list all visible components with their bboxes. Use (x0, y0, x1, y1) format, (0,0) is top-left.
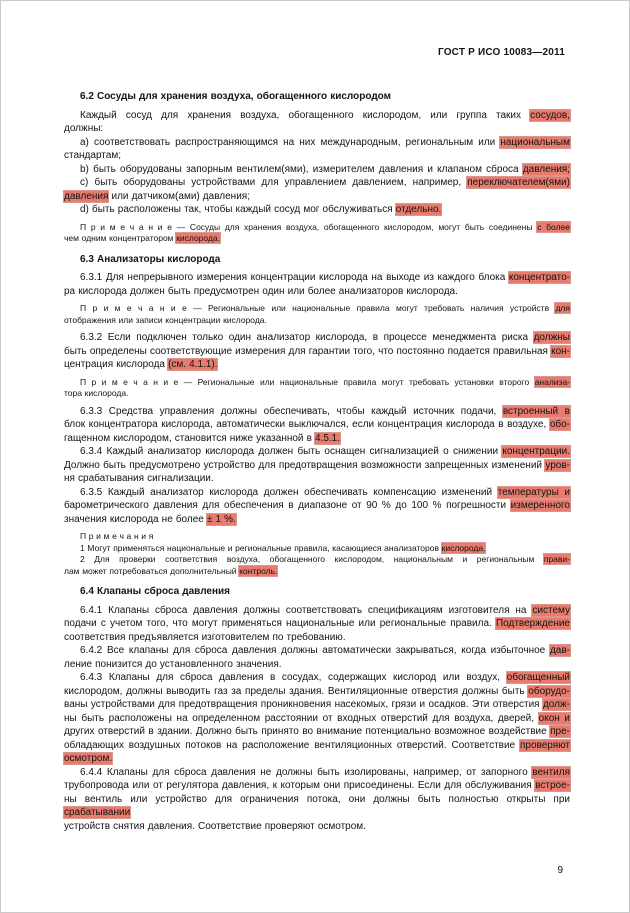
document-code: ГОСТ Р ИСО 10083—2011 (437, 47, 565, 58)
text-line (64, 752, 570, 766)
highlighted-text: срабатывании (64, 807, 131, 818)
text-line (64, 405, 570, 419)
text-segment: 6.4.1 Клапаны сброса давления должны соответствовать спецификациям изготовителя на (80, 604, 533, 616)
text-line (64, 617, 570, 631)
text-line (64, 418, 570, 432)
text-segment: 6.4.2 Все клапаны для сброса давления должны автоматически закрываться, когда избыточное (80, 645, 550, 656)
text-line (64, 432, 570, 446)
highlighted-text: обогащенный (506, 672, 570, 683)
text-line (64, 358, 570, 372)
text-segment: с) быть оборудованы устройствами для управлением давлением, например, (80, 177, 468, 188)
page-number: 9 (557, 865, 563, 876)
text-line (64, 766, 570, 780)
text-segment: 6.3.3 Средства управления должны обеспечивать, чтобы каждый источник подачи, (80, 405, 503, 417)
text-line (64, 543, 570, 555)
text-segment: а) соответствовать распространяющимся на них международным, региональным или (80, 136, 501, 148)
paragraph (64, 331, 570, 372)
text-line (64, 566, 570, 578)
highlighted-text: (см. 4.1.1). (168, 359, 218, 370)
text-segment: ра кислорода должен быть предусмотрен один или более анализаторов кислорода. (64, 285, 458, 297)
text-segment: ны быть расположены на определенном расстоянии от входных отверстий для воздуха, дверей, (64, 712, 539, 724)
highlighted-text: давления; (522, 163, 570, 175)
note-block (64, 222, 570, 245)
document-body (64, 81, 570, 833)
paragraph (64, 176, 570, 203)
highlighted-text: встрое- (535, 780, 570, 791)
text-segment: d) быть расположены так, чтобы каждый сосуд мог обслуживаться (80, 204, 396, 215)
text-segment: ня срабатывания сигнализации. (64, 473, 214, 484)
text-line (64, 725, 570, 739)
highlighted-text: измеренного (510, 500, 570, 511)
text-line (64, 698, 570, 712)
highlighted-text: контроль. (239, 565, 278, 576)
text-segment: 6.3.1 Для непрерывного измерения концентрации кислорода на выходе из каждого блока (80, 272, 509, 283)
highlighted-text: обо- (549, 419, 570, 430)
text-segment: быть определены соответствующие измерения для гарантии того, что постоянно подается правильная (64, 345, 552, 357)
text-line (64, 203, 570, 217)
text-segment: или датчиком(ами) давления; (108, 190, 250, 202)
text-line (64, 531, 570, 543)
highlighted-text: вентиля (532, 766, 570, 778)
text-line (64, 712, 570, 726)
section-heading (64, 90, 570, 104)
highlighted-text: встроенный в (502, 405, 570, 417)
text-line (64, 793, 570, 820)
text-line (64, 739, 570, 753)
text-line (64, 271, 570, 285)
text-line (64, 644, 570, 658)
text-segment: 6.3 Анализаторы кислорода (80, 253, 221, 265)
paragraph (64, 271, 570, 298)
text-segment: блок концентратора кислорода, автоматически выключался, если концентрация кислорода в воздухе, (64, 419, 550, 430)
text-segment: 6.3.5 Каждый анализатор кислорода должен обеспечивать компенсацию изменений (80, 486, 498, 498)
text-segment: обладающих воздушных потоков на расположение вентиляционных отверстий. Соответствие (64, 739, 520, 751)
text-segment: других отверстий в здании. Должно быть принято во внимание потенциально возможное воздействие (64, 726, 551, 737)
text-line (64, 233, 570, 245)
paragraph (64, 163, 570, 177)
text-line (64, 585, 570, 599)
text-segment: лам может потребоваться дополнительный (64, 565, 240, 576)
paragraph (64, 644, 570, 671)
text-line (64, 303, 570, 315)
highlighted-text: должны (533, 332, 570, 343)
highlighted-text: для (555, 303, 570, 313)
paragraph (64, 445, 570, 486)
paragraph (64, 136, 570, 163)
text-segment: трубопровода или от регулятора давления, к которым они присоединены. Если для обслуживания (64, 780, 536, 791)
text-segment: Должно быть предусмотрено устройство для предотвращения возможности запрещенных изменений (64, 459, 546, 471)
highlighted-text: долж- (542, 699, 570, 710)
text-line (64, 472, 570, 486)
text-segment: ны вентиль или устройство для ограничения потока, они должны быть полностью открыты при (64, 793, 570, 805)
text-line (64, 377, 570, 389)
text-line (64, 122, 570, 136)
section-heading (64, 253, 570, 267)
text-line (64, 445, 570, 459)
text-line (64, 253, 570, 267)
highlighted-text: систему (532, 604, 570, 616)
note-block (64, 531, 570, 577)
highlighted-text: осмотром. (64, 753, 113, 764)
text-line (64, 90, 570, 104)
text-segment: 2 Для проверки соответствия воздуха, обогащенного кислородом, национальным и региональным (80, 554, 544, 564)
text-segment: П р и м е ч а н и е — Региональные или национальные правила могут требовать наличия устройств (80, 303, 556, 313)
text-segment: 6.4.3 Клапаны для сброса давления в сосудах, содержащих кислород или воздух, (80, 672, 507, 683)
text-line (64, 513, 570, 527)
text-segment: устройств снятия давления. Соответствие проверяют осмотром. (64, 820, 366, 832)
text-line (64, 109, 570, 123)
paragraph (64, 671, 570, 766)
text-segment: 6.4 Клапаны сброса давления (80, 586, 231, 597)
text-segment: 6.2 Сосуды для хранения воздуха, обогащенного кислородом (80, 91, 392, 102)
highlighted-text: температуры и (497, 486, 571, 498)
text-line (64, 499, 570, 513)
text-line (64, 820, 570, 834)
text-segment: ваны устройствами для предотвращения проникновения насекомых, грязи и осадков. Эти отверстия (64, 699, 543, 710)
text-segment: кислородом, должны выводить газ за пределы здания. Вентиляционные отверстия должны быть (64, 685, 529, 697)
text-line (64, 176, 570, 190)
text-segment: Каждый сосуд для хранения воздуха, обогащенного кислородом, или группа таких (80, 109, 531, 121)
text-segment: 6.3.4 Каждый анализатор кислорода должен быть оснащен сигнализацией о снижении (80, 446, 503, 457)
highlighted-text: 4.5.1. (315, 432, 341, 444)
text-line (64, 149, 570, 163)
highlighted-text: анализа- (534, 376, 570, 387)
text-line (64, 779, 570, 793)
text-line (64, 459, 570, 473)
highlighted-text: проверяют (519, 739, 570, 751)
text-line (64, 331, 570, 345)
highlighted-text: кислорода. (176, 233, 221, 243)
highlighted-text: с более (537, 221, 570, 232)
highlighted-text: уров- (545, 459, 570, 471)
highlighted-text: оборудо- (528, 685, 570, 697)
paragraph (64, 486, 570, 527)
text-segment: 1 Могут применяться национальные и региональные правила, касающиеся анализаторов (80, 542, 442, 553)
highlighted-text: ± 1 %. (206, 513, 236, 525)
highlighted-text: переключателем(ями) (467, 177, 570, 188)
text-line (64, 631, 570, 645)
text-line (64, 604, 570, 618)
paragraph (64, 109, 570, 136)
text-segment: стандартам; (64, 150, 121, 161)
text-line (64, 671, 570, 685)
highlighted-text: концентрации. (502, 446, 570, 457)
text-segment: П р и м е ч а н и я (80, 531, 154, 541)
note-block (64, 303, 570, 326)
paragraph (64, 766, 570, 834)
highlighted-text: окон и (538, 712, 570, 724)
highlighted-text: пре- (550, 726, 570, 737)
text-segment: подачи с учетом того, что могут применяться национальные или региональные правила. (64, 618, 496, 629)
text-segment: барометрического давления для обеспечения в диапазоне от 90 % до 100 % погрешности (64, 500, 511, 511)
text-segment: должны: (64, 123, 104, 134)
text-segment: отображения или записи концентрации кислорода. (64, 314, 267, 325)
text-segment: b) быть оборудованы запорным вентилем(ями), измерителем давления и клапаном сброса (80, 163, 523, 175)
text-line (64, 554, 570, 566)
text-segment: 6.3.2 Если подключен только один анализатор кислорода, в процессе менеджмента риска (80, 332, 534, 343)
paragraph (64, 405, 570, 446)
text-line (64, 285, 570, 299)
highlighted-text: прави- (543, 554, 570, 564)
text-segment: центрация кислорода (64, 359, 169, 370)
highlighted-text: национальным (500, 136, 570, 148)
text-line (64, 388, 570, 400)
text-segment: 6.4.4 Клапаны для сброса давления не должны быть изолированы, например, от запорного (80, 766, 533, 778)
highlighted-text: Подтверждение (495, 618, 570, 629)
text-line (64, 486, 570, 500)
text-line (64, 658, 570, 672)
text-line (64, 163, 570, 177)
highlighted-text: давления (64, 190, 109, 202)
note-block (64, 377, 570, 400)
highlighted-text: сосудов, (530, 109, 570, 121)
text-line (64, 685, 570, 699)
text-segment: гащенном кислородом, становится ниже указанной в (64, 432, 315, 444)
highlighted-text: концентрато- (508, 272, 570, 283)
highlighted-text: кон- (551, 345, 570, 357)
text-line (64, 315, 570, 327)
highlighted-text: кислорода. (441, 542, 486, 553)
text-segment: значения кислорода не более (64, 513, 207, 525)
text-line (64, 136, 570, 150)
section-heading (64, 585, 570, 599)
text-line (64, 190, 570, 204)
paragraph (64, 604, 570, 645)
text-line (64, 345, 570, 359)
text-line (64, 222, 570, 234)
paragraph (64, 203, 570, 217)
text-segment: тора кислорода. (64, 388, 129, 398)
text-segment: П р и м е ч а н и е — Сосуды для хранения воздуха, обогащенного кислородом, могут быть соединены (80, 221, 538, 232)
text-segment: чем одним концентратором (64, 233, 177, 243)
highlighted-text: отдельно. (395, 204, 442, 215)
text-segment: П р и м е ч а н и е — Региональные или национальные правила могут требовать установки второго (80, 376, 535, 387)
text-segment: ление понизится до установленного значения. (64, 658, 282, 670)
text-segment: соответствия предъявляется изготовителем по требованию. (64, 631, 346, 643)
highlighted-text: дав- (549, 645, 570, 656)
